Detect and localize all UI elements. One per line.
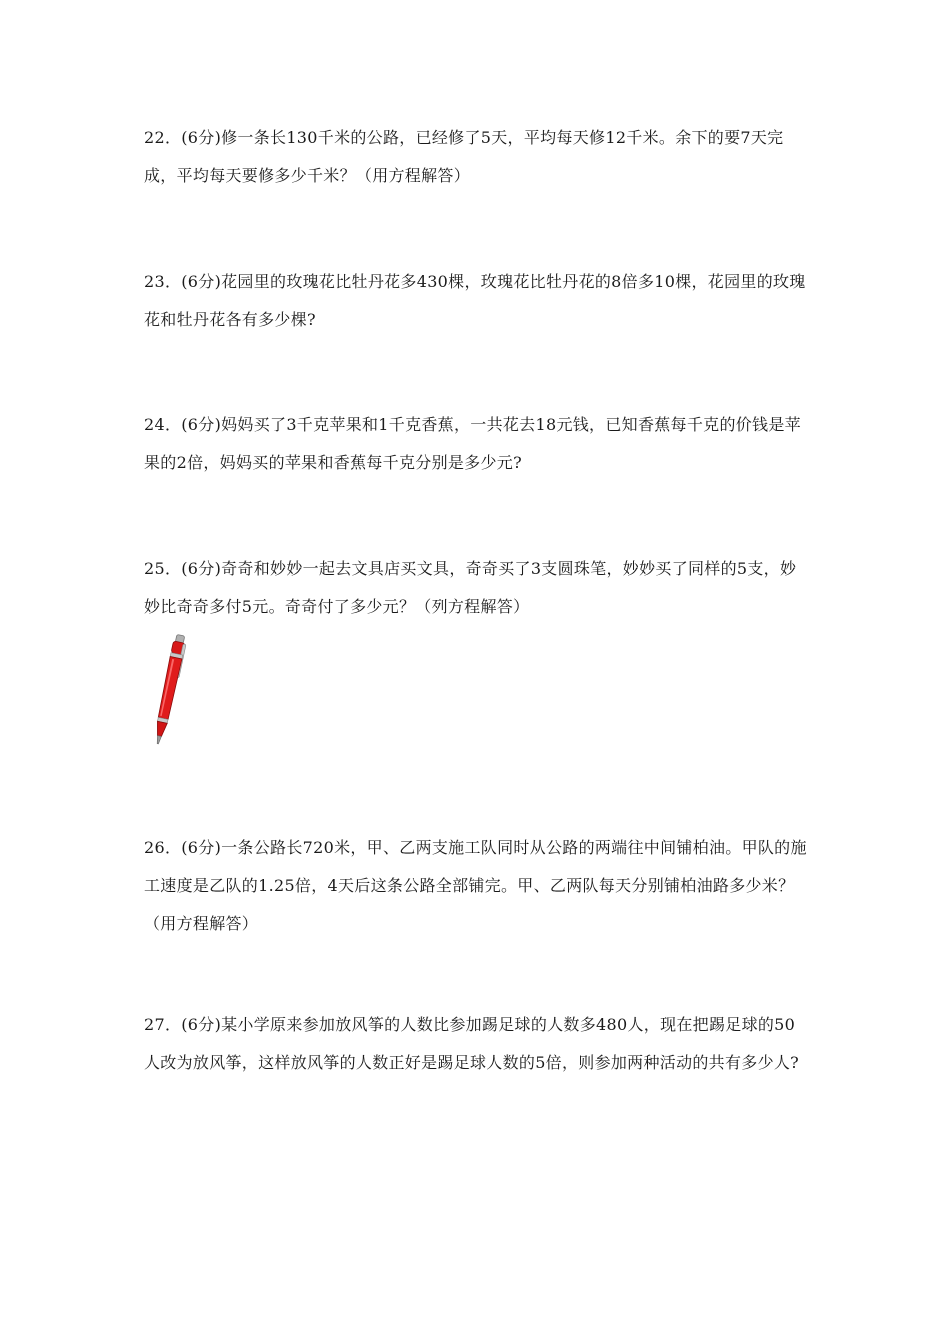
question-26: 26．(6分)一条公路长720米，甲、乙两支施工队同时从公路的两端往中间铺柏油。甲队的施工速度是乙队的1.25倍，4天后这条公路全部铺完。甲、乙两队每天分别铺柏油路多少米？（用方程解答） — [144, 838, 807, 933]
question-23: 23．(6分)花园里的玫瑰花比牡丹花多430棵，玫瑰花比牡丹花的8倍多10棵，花园里的玫瑰花和牡丹花各有多少棵? — [144, 272, 806, 329]
question-27: 27．(6分)某小学原来参加放风筝的人数比参加踢足球的人数多480人，现在把踢足球的50人改为放风筝，这样放风筝的人数正好是踢足球人数的5倍，则参加两种活动的共有多少人? — [144, 1015, 800, 1072]
ballpoint-pen-icon — [146, 633, 192, 749]
question-24: 24．(6分)妈妈买了3千克苹果和1千克香蕉，一共花去18元钱，已知香蕉每千克的价钱是苹果的2倍，妈妈买的苹果和香蕉每千克分别是多少元? — [144, 415, 801, 472]
question-22: 22．(6分)修一条长130千米的公路，已经修了5天，平均每天修12千米。余下的要7天完成，平均每天要修多少千米？（用方程解答） — [144, 128, 784, 185]
question-25: 25．(6分)奇奇和妙妙一起去文具店买文具，奇奇买了3支圆珠笔，妙妙买了同样的5支，妙妙比奇奇多付5元。奇奇付了多少元？（列方程解答） — [144, 559, 797, 616]
